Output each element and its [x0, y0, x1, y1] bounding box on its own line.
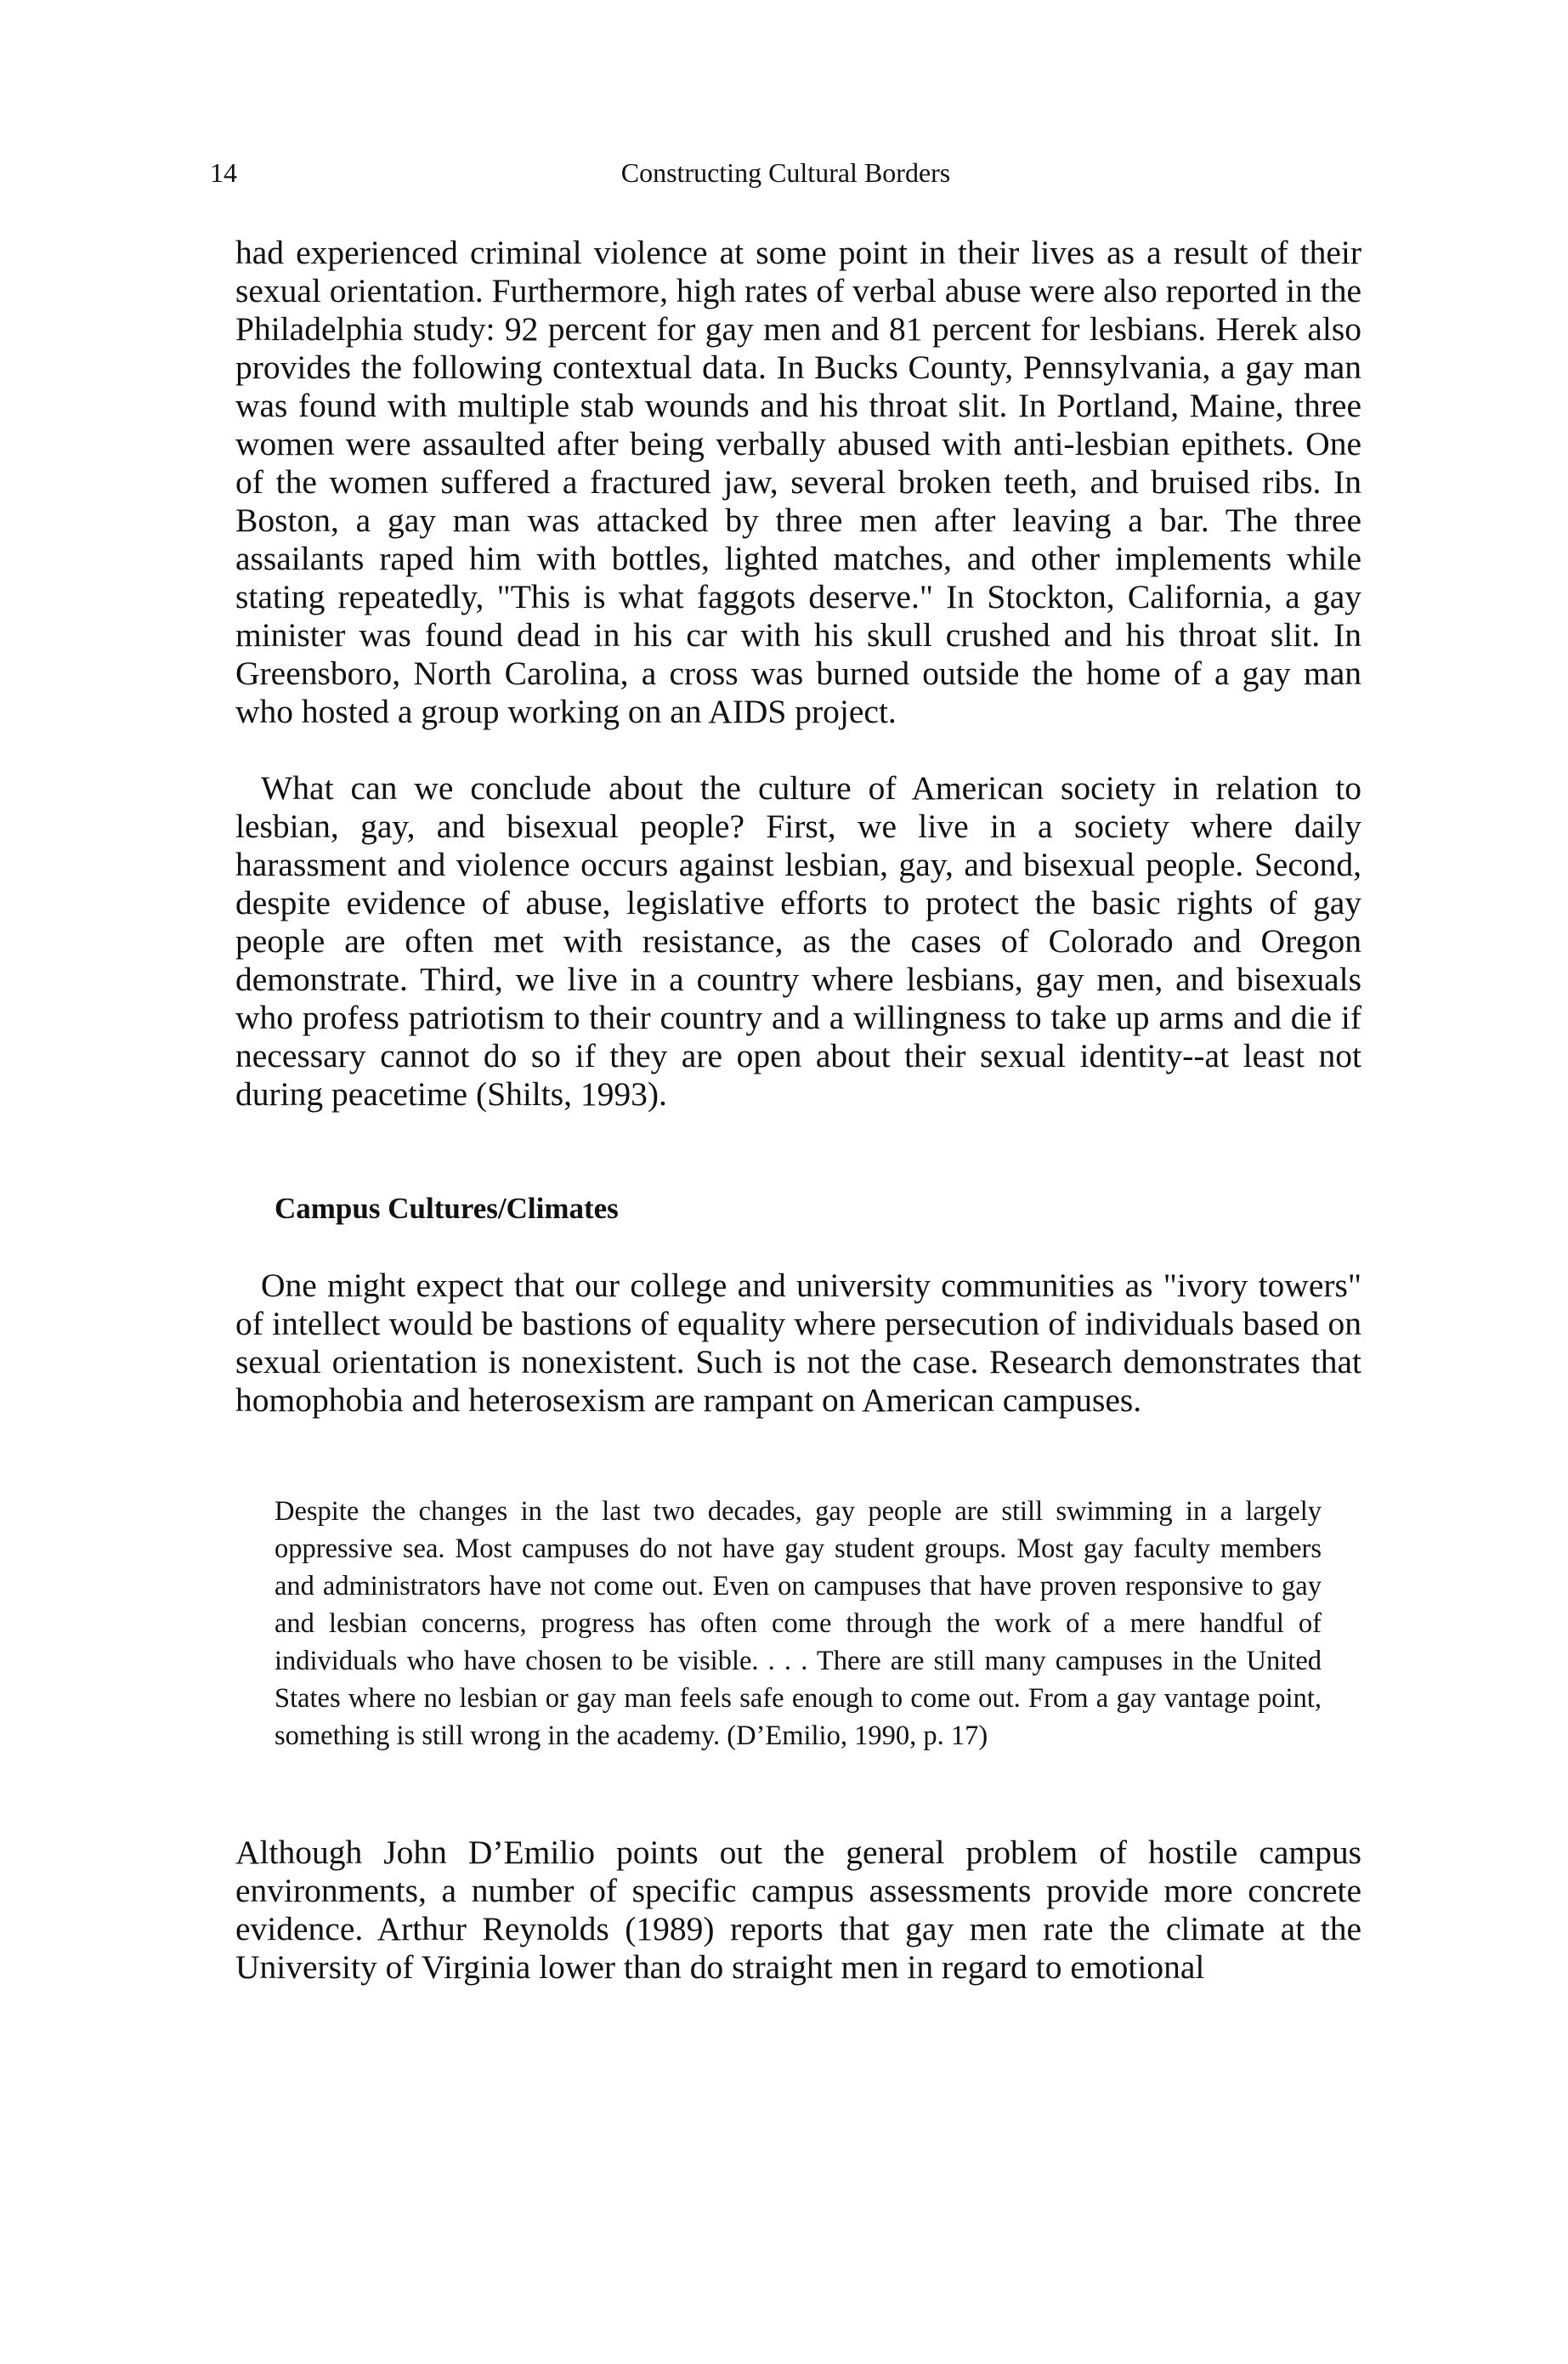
running-title: Constructing Cultural Borders: [620, 157, 951, 188]
paragraph-conclusion: What can we conclude about the culture of American society in relation to lesbian, gay, and bisexual people? First, we live in a society where daily harassment and violence occurs against lesbian, gay, and bisexual people. Second, despite evidence of abuse, legislative efforts to protect the basic rights of gay people are often met with resistance, as the cases of Colorado and Oregon demonstrate. Third, we live in a country where lesbians, gay men, and bisexuals who profess patriotism to their country and a willingness to take up arms and die if necessary cannot do so if they are open about their sexual identity--at least not during peacetime (Shilts, 1993).: [235, 769, 1361, 1113]
paragraph-campus-intro: One might expect that our college and university communities as "ivory towers" of intellect would be bastions of equality where persecution of individuals based on sexual orientation is nonexistent. Such is not the case. Research demonstrates that homophobia and heterosexism are rampant on American campuses.: [235, 1267, 1361, 1419]
section-heading: Campus Cultures/Climates: [275, 1192, 619, 1225]
block-quote: Despite the changes in the last two decades, gay people are still swimming in a largely oppressive sea. Most campuses do not have gay student groups. Most gay faculty members and administrators have not come out. Even on campuses that have proven responsive to gay and lesbian concerns, progress has often come through the work of a mere handful of individuals who have chosen to be visible. . . . There are still many campuses in the United States where no lesbian or gay man feels safe enough to come out. From a gay vantage point, something is still wrong in the academy. (D’Emilio, 1990, p. 17): [275, 1496, 1322, 1751]
paragraph-campus-evidence: Although John D’Emilio points out the general problem of hostile campus environments, a number of specific campus assessments provide more concrete evidence. Arthur Reynolds (1989) reports that gay men rate the climate at the University of Virginia lower than do straight men in regard to emotional: [235, 1834, 1361, 1986]
page-header: [210, 151, 1361, 194]
page-number: 14: [210, 157, 237, 188]
paragraph-continuation: had experienced criminal violence at some point in their lives as a result of their sexual orientation. Furthermore, high rates of verbal abuse were also reported in the Philadelphia study: 92 percent for gay men and 81 percent for lesbians. Herek also provides the following contextual data. In Bucks County, Pennsylvania, a gay man was found with multiple stab wounds and his throat slit. In Portland, Maine, three women were assaulted after being verbally abused with anti-lesbian epithets. One of the women suffered a fractured jaw, several broken teeth, and bruised ribs. In Boston, a gay man was attacked by three men after leaving a bar. The three assailants raped him with bottles, lighted matches, and other implements while stating repeatedly, "This is what faggots deserve." In Stockton, California, a gay minister was found dead in his car with his skull crushed and his throat slit. In Greensboro, North Carolina, a cross was burned outside the home of a gay man who hosted a group working on an AIDS project.: [235, 234, 1361, 730]
